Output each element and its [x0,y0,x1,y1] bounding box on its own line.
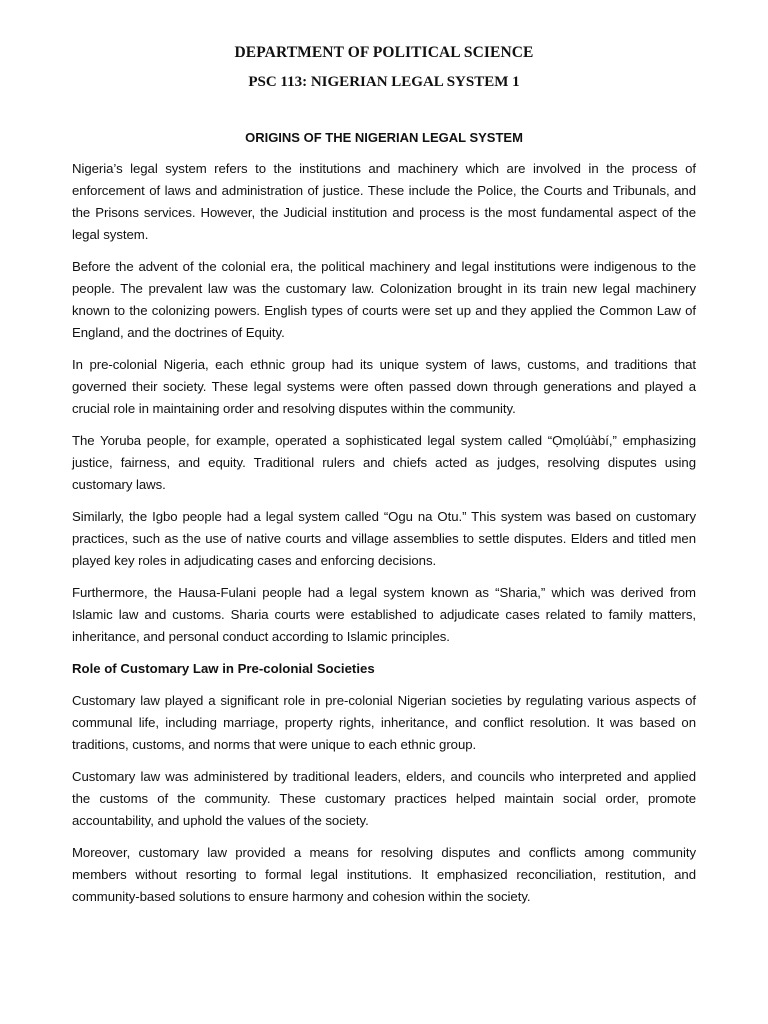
section-title: ORIGINS OF THE NIGERIAN LEGAL SYSTEM [245,130,523,145]
paragraph: In pre-colonial Nigeria, each ethnic group had its unique system of laws, customs, and traditions that governed their society. These legal systems were often passed down through generations and played a crucial role in maintaining order and resolving disputes within the community. [72,357,696,416]
paragraph: Customary law was administered by traditional leaders, elders, and councils who interpreted and applied the customs of the community. These customary practices helped maintain social order, promote accountability, and uphold the values of the society. [72,769,696,828]
paragraph: Before the advent of the colonial era, the political machinery and legal institutions were indigenous to the people. The prevalent law was the customary law. Colonization brought in its train new legal machinery known to the colonizing powers. English types of courts were set up and they applied the Common Law of England, and the doctrines of Equity. [72,259,696,340]
course-heading: PSC 113: NIGERIAN LEGAL SYSTEM 1 [248,74,520,90]
paragraph: The Yoruba people, for example, operated a sophisticated legal system called “Ọmọlúàbí,” emphasizing justice, fairness, and equity. Traditional rulers and chiefs acted as judges, resolving disputes using customary laws. [72,433,696,492]
paragraph: Similarly, the Igbo people had a legal system called “Ogu na Otu.” This system was based on customary practices, such as the use of native courts and village assemblies to settle disputes. Elders and titled men played key roles in adjudicating cases and enforcing decisions. [72,509,696,568]
paragraph: Customary law played a significant role in pre-colonial Nigerian societies by regulating various aspects of communal life, including marriage, property rights, inheritance, and conflict resolution. It was based on traditions, customs, and norms that were unique to each ethnic group. [72,693,696,752]
department-heading: DEPARTMENT OF POLITICAL SCIENCE [234,44,534,61]
paragraph: Furthermore, the Hausa-Fulani people had a legal system known as “Sharia,” which was derived from Islamic law and customs. Sharia courts were established to adjudicate cases related to family matters, inheritance, and personal conduct according to Islamic principles. [72,585,696,644]
document-page [72,44,696,918]
paragraph: Moreover, customary law provided a means for resolving disputes and conflicts among community members without resorting to formal legal institutions. It emphasized reconciliation, restitution, and community-based solutions to ensure harmony and cohesion within the society. [72,845,696,904]
paragraph: Nigeria’s legal system refers to the institutions and machinery which are involved in the process of enforcement of laws and administration of justice. These include the Police, the Courts and Tribunals, and the Prisons services. However, the Judicial institution and process is the most fundamental aspect of the legal system. [72,161,696,242]
subheading: Role of Customary Law in Pre-colonial Societies [72,661,375,676]
